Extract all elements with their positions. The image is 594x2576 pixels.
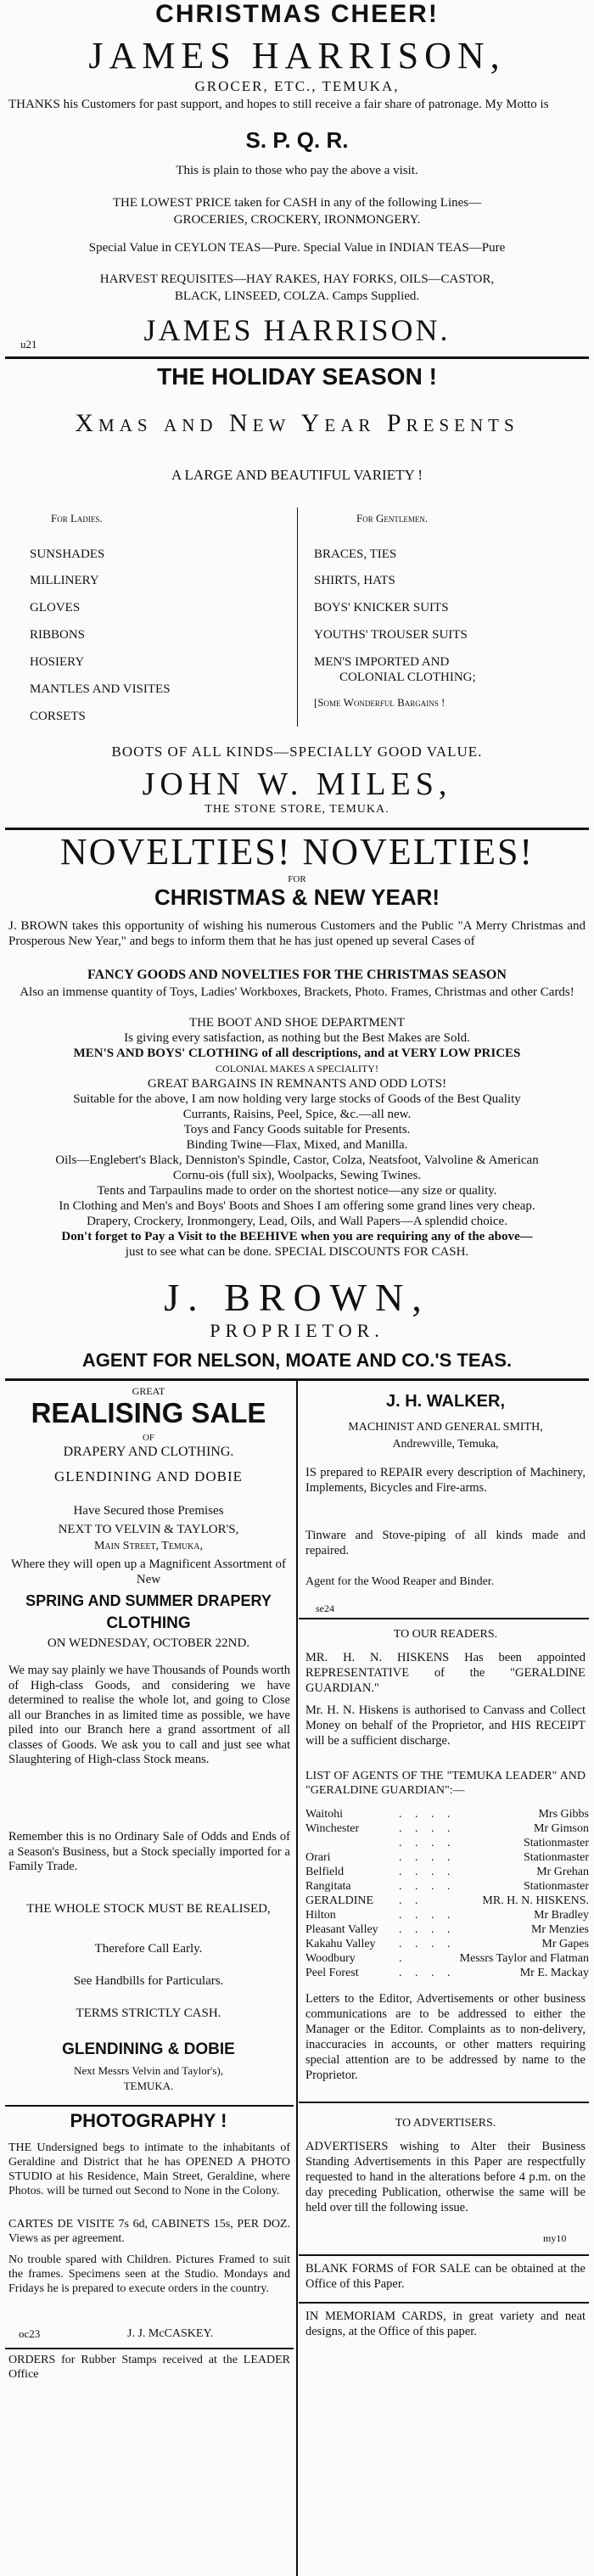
readers-p1: MR. H. N. HISKENS Has been appointed REPRESENTATIVE of the "GERALDINE GUARDIAN."	[305, 1651, 586, 1695]
agent-leader-dots: . . . .	[399, 1967, 456, 1979]
brown-clothing: MEN'S AND BOYS' CLOTHING of all descriptions, and at VERY LOW PRICES	[73, 1047, 521, 1060]
harrison-headline: CHRISTMAS CHEER!	[155, 0, 439, 28]
agent-place: Kakahu Valley	[305, 1938, 376, 1950]
photo-headline: PHOTOGRAPHY !	[70, 2110, 227, 2131]
sale-date: ON WEDNESDAY, OCTOBER 22ND.	[47, 1636, 250, 1650]
agent-leader-dots: . . . .	[399, 1851, 456, 1864]
sale-clothing: CLOTHING	[106, 1614, 191, 1632]
sale-sub: DRAPERY AND CLOTHING.	[63, 1445, 234, 1459]
brown-subhead: CHRISTMAS & NEW YEAR!	[154, 884, 440, 910]
agent-place: Peel Forest	[305, 1967, 359, 1979]
brown-drapery: Drapery, Crockery, Ironmongery, Lead, Oils, and Wall Papers—A splendid choice.	[87, 1215, 507, 1228]
sale-therefore: Therefore Call Early.	[94, 1942, 203, 1956]
agent-row	[305, 1837, 589, 1851]
harrison-trade: GROCER, ETC., TEMUKA,	[194, 78, 400, 94]
harrison-lowest-2: GROCERIES, CROCKERY, IRONMONGERY.	[173, 213, 421, 227]
photo-children: No trouble spared with Children. Pictures Framed to suit the frames. Specimens seen at the Studio. Mondays and Fridays he is prepared to execute orders in the country.	[8, 2253, 290, 2295]
miles-subhead: Xmas and New Year Presents	[75, 409, 519, 437]
agent-leader-dots: . . . .	[399, 1923, 456, 1936]
gentlemen-item: BOYS' KNICKER SUITS	[314, 601, 449, 615]
agent-name: Mr Bradley	[534, 1909, 589, 1922]
rule-right-2	[299, 2102, 589, 2103]
miles-tagline: A LARGE AND BEAUTIFUL VARIETY !	[171, 467, 423, 483]
agent-leader-dots: . . . .	[399, 1909, 456, 1922]
ladies-item: HOSIERY	[30, 655, 85, 669]
agent-leader-dots: . . . .	[399, 1880, 456, 1893]
agent-row	[305, 1808, 589, 1822]
brown-suitable: Suitable for the above, I am now holding very large stocks of Goods of the Best Quality	[73, 1092, 521, 1106]
miles-name: JOHN W. MILES,	[142, 766, 452, 802]
brown-boot-dept: THE BOOT AND SHOE DEPARTMENT	[188, 1016, 406, 1030]
agent-place: Belfield	[305, 1866, 345, 1878]
agent-leader-dots: . . . .	[399, 1822, 456, 1835]
brown-fancy: FANCY GOODS AND NOVELTIES FOR THE CHRISTMAS SEASON	[87, 968, 507, 982]
readers-p2: Mr. H. N. Hiskens is authorised to Canvass and Collect Money on behalf of the Proprietor, and HIS RECEIPT will be a sufficient discharge.	[305, 1703, 586, 1748]
readers-list-head: LIST OF AGENTS OF THE "TEMUKA LEADER" AND "GERALDINE GUARDIAN":—	[305, 1770, 586, 1797]
ladies-item: SUNSHADES	[30, 547, 105, 561]
gentlemen-item: BRACES, TIES	[314, 547, 397, 561]
walker-place: Andrewville, Temuka,	[392, 1438, 499, 1451]
rule-right-3	[299, 2254, 589, 2256]
agent-name: MR. H. N. HISKENS.	[482, 1894, 589, 1907]
miles-boots: BOOTS OF ALL KINDS—SPECIALLY GOOD VALUE.	[111, 744, 483, 760]
walker-name: J. H. WALKER,	[385, 1392, 505, 1411]
ladies-item: RIBBONS	[30, 628, 86, 642]
column-divider	[296, 1381, 298, 2576]
memoriam-advert: IN MEMORIAM CARDS, in great variety and neat designs, at the Office of this paper.	[305, 2309, 586, 2338]
agent-place: Hilton	[305, 1909, 336, 1922]
sale-secured: Have Secured those Premises	[73, 1504, 224, 1518]
agent-leader-dots: . . . .	[399, 1938, 456, 1950]
agent-place: GERALDINE	[305, 1894, 374, 1907]
sale-body: We may say plainly we have Thousands of Pounds worth of High-class Goods, and considering we have determined to realise the whole lot, and going to Close all our Branches in as limited time as possible, we have piled into our Branch here a grand assortment of all classes of Goods. We ask you to call and just see what Slaughtering of High-class Stock means.	[8, 1664, 290, 1766]
brown-tents: Tents and Tarpaulins made to order on the shortest notice—any size or quality.	[97, 1184, 497, 1198]
agent-name: Stationmaster	[524, 1880, 589, 1893]
photo-prices: CARTES DE VISITE 7s 6d, CABINETS 15s, PER DOZ. Views as per agreement.	[8, 2218, 290, 2245]
brown-clothing2: In Clothing and Men's and Boys' Boots and Shoes I am offering some grand lines very cheap.	[59, 1199, 535, 1213]
brown-title: PROPRIETOR.	[210, 1320, 384, 1341]
agent-row	[305, 1923, 589, 1938]
agent-place: Woodbury	[305, 1952, 356, 1965]
sale-headline: REALISING SALE	[31, 1397, 266, 1428]
ladies-heading: For Ladies.	[51, 512, 103, 525]
agent-name: Mr Grehan	[536, 1866, 589, 1878]
brown-also: Also an immense quantity of Toys, Ladies' Workboxes, Brackets, Photo. Frames, Christmas and other Cards!	[20, 985, 574, 999]
sale-names: GLENDINING AND DOBIE	[53, 1468, 244, 1484]
brown-currants: Currants, Raisins, Peel, Spice, &c.—all new.	[182, 1108, 412, 1121]
agent-place: Waitohi	[305, 1808, 343, 1821]
agent-name: Mrs Gibbs	[538, 1808, 589, 1821]
harrison-motto: S. P. Q. R.	[245, 127, 349, 153]
sale-of: OF	[142, 1433, 155, 1443]
agent-row	[305, 1967, 589, 1981]
gentlemen-heading: For Gentlemen.	[356, 512, 429, 525]
brown-bargains: GREAT BARGAINS IN REMNANTS AND ODD LOTS!	[147, 1077, 447, 1091]
walker-trade: MACHINIST AND GENERAL SMITH,	[348, 1421, 543, 1434]
agent-name: Mr Gapes	[541, 1938, 589, 1950]
photo-sig: J. J. McCASKEY.	[127, 2327, 214, 2340]
advertisers-code: my10	[543, 2232, 567, 2244]
walker-agent: Agent for the Wood Reaper and Binder.	[305, 1575, 495, 1588]
agent-row	[305, 1938, 589, 1952]
harrison-name: JAMES HARRISON,	[88, 35, 506, 76]
sale-whole: THE WHOLE STOCK MUST BE REALISED,	[26, 1902, 271, 1916]
walker-body: IS prepared to REPAIR every description of Machinery, Implements, Bicycles and Fire-arms.	[305, 1466, 586, 1495]
agent-leader-dots: . . . .	[399, 1866, 456, 1878]
harrison-lowest-1: THE LOWEST PRICE taken for CASH in any of the following Lines—	[112, 196, 482, 210]
agent-name: Mr Menzies	[530, 1923, 589, 1936]
agent-place: Pleasant Valley	[305, 1923, 378, 1936]
brown-headline: NOVELTIES! NOVELTIES!	[59, 831, 535, 873]
agent-leader-dots: . .	[399, 1894, 423, 1907]
brown-for: FOR	[288, 874, 306, 884]
gentlemen-item: COLONIAL CLOTHING;	[339, 671, 476, 684]
brown-oils: Oils—Englebert's Black, Denniston's Spindle, Castor, Colza, Neatsfoot, Valvoline & American	[55, 1153, 539, 1167]
sale-spring: SPRING AND SUMMER DRAPERY	[25, 1592, 272, 1609]
harrison-harvest-1: HARVEST REQUISITES—HAY RAKES, HAY FORKS, OILS—CASTOR,	[99, 272, 495, 286]
ladies-item: MILLINERY	[30, 574, 99, 587]
rule-right-1	[299, 1618, 589, 1619]
sale-street: Main Street, Temuka,	[93, 1540, 204, 1552]
sale-remember: Remember this is no Ordinary Sale of Odds and Ends of a Season's Business, but a Stock specially imported for a Family Trade.	[8, 1830, 290, 1873]
readers-heading: TO OUR READERS.	[393, 1628, 498, 1641]
agent-name: Mr Gimson	[534, 1822, 589, 1835]
brown-colonial: COLONIAL MAKES A SPECIALITY!	[216, 1063, 378, 1075]
agent-place: Orari	[305, 1851, 331, 1864]
blank-forms-advert: BLANK FORMS of FOR SALE can be obtained at the Office of this Paper.	[305, 2262, 586, 2291]
photo-code: oc23	[19, 2327, 41, 2340]
brown-cornu: Cornu-ois (full six), Woolpacks, Sewing Twines.	[172, 1169, 422, 1182]
agent-leader-dots: . . . .	[399, 1837, 456, 1849]
agent-leader-dots: . . . .	[399, 1808, 456, 1821]
rule-1	[5, 356, 589, 359]
agent-row	[305, 1952, 589, 1967]
sale-terms: TERMS STRICTLY CASH.	[76, 2006, 221, 2020]
walker-code: se24	[316, 1602, 334, 1614]
brown-name: J. BROWN,	[164, 1276, 430, 1319]
gentlemen-item: SHIRTS, HATS	[314, 574, 395, 587]
ladies-item: CORSETS	[30, 710, 86, 723]
sale-sig: GLENDINING & DOBIE	[62, 2040, 235, 2058]
brown-intro: J. BROWN takes this opportunity of wishing his numerous Customers and the Public "A Merry Christmas and Prosperous New Year," and begs to inform them that he has just opened up several Cases of	[8, 919, 586, 948]
sale-next-to: NEXT TO VELVIN & TAYLOR'S,	[58, 1523, 239, 1536]
rule-right-4	[299, 2302, 589, 2304]
agent-row	[305, 1894, 589, 1909]
harrison-signature: JAMES HARRISON.	[143, 313, 451, 347]
photo-body: THE Undersigned begs to intimate to the inhabitants of Geraldine and District that he has OPENED A PHOTO STUDIO at his Residence, Main Street, Geraldine, where Photos. will be turned out Second to None in the Colony.	[8, 2141, 290, 2197]
brown-toys: Toys and Fancy Goods suitable for Presents.	[183, 1123, 411, 1136]
sale-sig-town: TEMUKA.	[123, 2079, 174, 2092]
agent-leader-dots: .	[399, 1952, 407, 1965]
agent-row	[305, 1866, 589, 1880]
agent-row	[305, 1851, 589, 1866]
agent-place: Rangitata	[305, 1880, 351, 1893]
stamps-advert: ORDERS for Rubber Stamps received at the LEADER Office	[8, 2354, 290, 2381]
advertisers-heading: TO ADVERTISERS.	[395, 2117, 496, 2130]
harrison-code: u21	[20, 338, 37, 351]
brown-binding: Binding Twine—Flax, Mixed, and Manilla.	[186, 1138, 408, 1152]
walker-tinware: Tinware and Stove-piping of all kinds made and repaired.	[305, 1529, 586, 1557]
ladies-item: MANTLES AND VISITES	[30, 682, 171, 696]
rule-left-1	[5, 2105, 294, 2107]
sale-handbills: See Handbills for Particulars.	[73, 1974, 224, 1988]
miles-store: THE STONE STORE, TEMUKA.	[205, 803, 389, 816]
brown-visit2: just to see what can be done. SPECIAL DISCOUNTS FOR CASH.	[125, 1245, 469, 1259]
sale-sig-next: Next Messrs Velvin and Taylor's),	[73, 2064, 224, 2077]
agent-place: Winchester	[305, 1822, 360, 1835]
brown-visit: Don't forget to Pay a Visit to the BEEHIVE when you are requiring any of the above—	[61, 1230, 533, 1243]
advertisers-body: ADVERTISERS wishing to Alter their Business Standing Advertisements in this Paper are respectfully requested to hand in the alterations before 4 p.m. on the day preceding Publication, otherwise the same will be held over till the following issue.	[305, 2140, 586, 2214]
agent-row	[305, 1880, 589, 1894]
ladies-item: GLOVES	[30, 601, 81, 615]
sale-where: Where they will open up a Magnificent Assortment of New	[10, 1557, 287, 1586]
harrison-thanks: THANKS his Customers for past support, and hopes to still receive a fair share of patronage. My Motto is	[8, 98, 549, 111]
rule-left-2	[5, 2348, 294, 2349]
brown-boot-note: Is giving every satisfaction, as nothing but the Best Makes are Sold.	[124, 1031, 470, 1045]
miles-divider	[297, 508, 298, 727]
gentlemen-item: MEN'S IMPORTED AND	[314, 655, 450, 669]
agent-row	[305, 1822, 589, 1837]
agent-name: Stationmaster	[524, 1837, 589, 1849]
miles-headline: THE HOLIDAY SEASON !	[157, 363, 437, 390]
agent-name: Mr E. Mackay	[519, 1967, 589, 1979]
harrison-motto-note: This is plain to those who pay the above a visit.	[176, 164, 418, 177]
gentlemen-item: [Some Wonderful Bargains !	[314, 696, 446, 709]
harrison-teas: Special Value in CEYLON TEAS—Pure. Special Value in INDIAN TEAS—Pure	[88, 241, 506, 255]
readers-letters: Letters to the Editor, Advertisements or other business communications are to be addressed to either the Manager or the Editor. Complaints as to non-delivery, inaccuracies in accounts, or other matters requiring special attention are to be addressed by name to the Proprietor.	[305, 1992, 586, 2082]
sale-great: GREAT	[132, 1385, 165, 1397]
brown-agent: AGENT FOR NELSON, MOATE AND CO.'S TEAS.	[81, 1350, 513, 1371]
agent-row	[305, 1909, 589, 1923]
gentlemen-item: YOUTHS' TROUSER SUITS	[314, 628, 468, 642]
agent-name: Stationmaster	[524, 1851, 589, 1864]
agent-name: Messrs Taylor and Flatman	[459, 1952, 589, 1965]
harrison-harvest-2: BLACK, LINSEED, COLZA. Camps Supplied.	[174, 289, 420, 303]
